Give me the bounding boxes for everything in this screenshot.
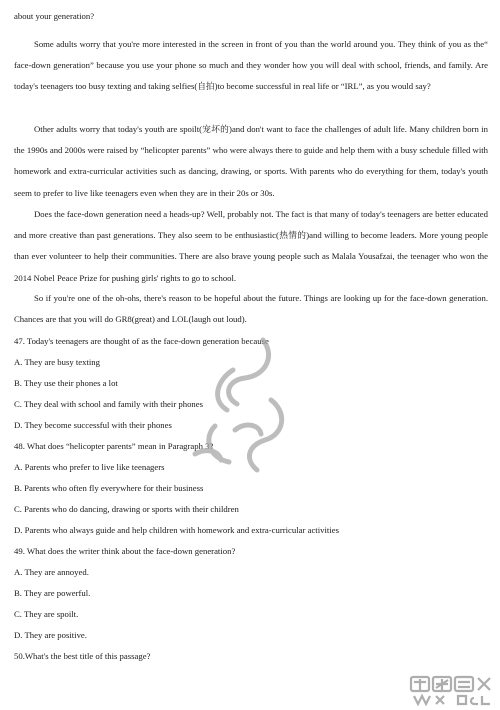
passage-paragraph-5: So if you're one of the oh-ohs, there's reason to be hopeful about the future. Things are looking up for the face-down generation. Chances are that you will do GR8(great) and LOL(laugh out loud). xyxy=(14,293,488,325)
question-49-option-c: C. They are spoilt. xyxy=(14,609,79,619)
question-47-option-b: B. They use their phones a lot xyxy=(14,378,118,388)
question-47-stem: 47. Today's teenagers are thought of as the face-down generation because xyxy=(14,336,269,346)
question-50-stem: 50.What's the best title of this passage? xyxy=(14,651,151,661)
passage-paragraph-4: Does the face-down generation need a heads-up? Well, probably not. The fact is that many of today's teenagers are better educated and more creative than past generations. They also seem to be enthusiastic(热情的)and willing to become leaders. More young people than ever volunteer to help their communities. There are also brave young people such as Malala Yousafzai, the teenager who won the 2014 Nobel Peace Prize for pushing girls' rights to go to school. xyxy=(14,209,488,283)
question-48-stem: 48. What does “helicopter parents” mean in Paragraph 3? xyxy=(14,441,214,451)
site-logo-watermark-icon xyxy=(408,674,494,706)
passage-paragraph-1: about your generation? xyxy=(14,11,95,21)
question-47-option-a: A. They are busy texting xyxy=(14,357,100,367)
passage-paragraph-3: Other adults worry that today's youth are spoilt(宠坏的)and don't want to face the challenges of adult life. Many children born in the 1990s and 2000s were raised by “helicopter parents” who were always there to guide and help them with a busy schedule filled with homework and extra-curricular activities such as dancing, drawing, or sports. With parents who do everything for them, today's youth seem to prefer to live like teenagers even when they are in their 20s or 30s. xyxy=(14,124,488,198)
question-48-option-b: B. Parents who often fly everywhere for their business xyxy=(14,483,204,493)
question-48-option-c: C. Parents who do dancing, drawing or sports with their children xyxy=(14,504,239,514)
question-48-option-a: A. Parents who prefer to live like teenagers xyxy=(14,462,165,472)
question-47-option-d: D. They become successful with their phones xyxy=(14,420,172,430)
question-48-option-d: D. Parents who always guide and help children with homework and extra-curricular activities xyxy=(14,525,339,535)
passage-paragraph-2: Some adults worry that you're more interested in the screen in front of you than the world around you. They think of you as the“ face-down generation” because you use your phone so much and they wonder how you will deal with school, friends, and family. Are today's teenagers too busy texting and taking selfies(自拍)to become successful in real life or “IRL”, as you would say? xyxy=(14,39,488,92)
question-49-option-d: D. They are positive. xyxy=(14,630,87,640)
question-49-stem: 49. What does the writer think about the face-down generation? xyxy=(14,546,236,556)
question-49-option-b: B. They are powerful. xyxy=(14,588,91,598)
question-49-option-a: A. They are annoyed. xyxy=(14,567,89,577)
question-47-option-c: C. They deal with school and family with their phones xyxy=(14,399,203,409)
